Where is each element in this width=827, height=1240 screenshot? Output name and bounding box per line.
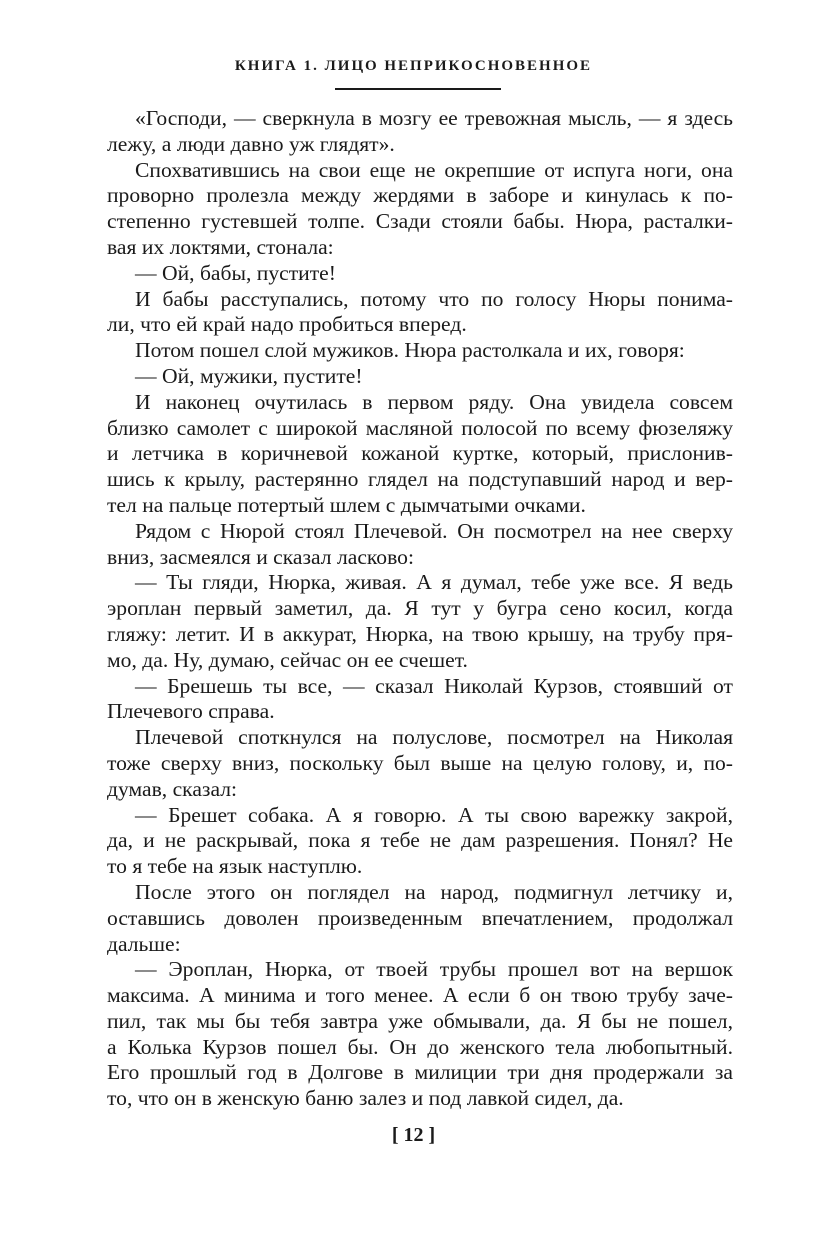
text-line: максима. А минима и того менее. А если б он твою трубу заче- xyxy=(107,983,733,1008)
page-body-text xyxy=(107,106,733,1112)
paragraph xyxy=(107,287,733,339)
paragraph xyxy=(107,106,733,158)
paragraph xyxy=(107,725,733,802)
paragraph xyxy=(107,674,733,726)
text-line: Спохватившись на свои еще не окрепшие от испуга ноги, она xyxy=(135,157,733,182)
text-line: и летчика в коричневой кожаной куртке, который, прислонив- xyxy=(107,441,733,466)
text-line: да, и не раскрывай, пока я тебе не дам разрешения. Понял? Не xyxy=(107,828,733,853)
text-line: вая их локтями, стонала: xyxy=(107,234,334,259)
paragraph xyxy=(107,338,733,364)
text-line: Плечевой споткнулся на полуслове, посмотрел на Николая xyxy=(135,725,733,750)
text-line: «Господи, — сверкнула в мозгу ее тревожная мысль, — я здесь xyxy=(135,106,733,130)
text-line: то, что он в женскую баню залез и под лавкой сидел, да. xyxy=(107,1086,624,1111)
text-line: Рядом с Нюрой стоял Плечевой. Он посмотрел на нее сверху xyxy=(135,518,733,543)
paragraph xyxy=(107,364,733,390)
text-line: лежу, а люди давно уж глядят». xyxy=(107,131,395,156)
text-line: вниз, засмеялся и сказал ласково: xyxy=(107,544,414,569)
paragraph xyxy=(107,880,733,957)
paragraph xyxy=(107,803,733,880)
paragraph xyxy=(107,957,733,1112)
text-line: а Колька Курзов пошел бы. Он до женского тела любопытный. xyxy=(107,1034,733,1059)
text-line: И бабы расступались, потому что по голосу Нюры понима- xyxy=(135,286,733,311)
text-line: — Ты гляди, Нюрка, живая. А я думал, тебе уже все. Я ведь xyxy=(135,570,733,595)
text-line: близко самолет с широкой масляной полосой по всему фюзеляжу xyxy=(107,415,733,440)
text-line: гляжу: летит. И в аккурат, Нюрка, на твою крышу, на трубу пря- xyxy=(107,621,733,646)
paragraph xyxy=(107,390,733,519)
text-line: И наконец очутилась в первом ряду. Она увидела совсем xyxy=(135,389,733,414)
text-line: Плечевого справа. xyxy=(107,699,275,724)
text-line: думав, сказал: xyxy=(107,776,238,801)
text-line: оставшись доволен произведенным впечатлением, продолжал xyxy=(107,905,733,930)
text-line: тоже сверху вниз, поскольку был выше на целую голову, и, по- xyxy=(107,750,733,775)
text-line: дальше: xyxy=(107,931,181,956)
text-line: пил, так мы бы тебя завтра уже обмывали, да. Я бы не пошел, xyxy=(107,1008,733,1033)
page-number: [ 12 ] xyxy=(391,1124,436,1146)
text-line: Потом пошел слой мужиков. Нюра растолкала и их, говоря: xyxy=(135,338,685,363)
text-line: шись к крылу, растерянно глядел на подступавший народ и вер- xyxy=(107,467,733,492)
paragraph xyxy=(107,158,733,261)
text-line: степенно густевшей толпе. Сзади стояли бабы. Нюра, расталки- xyxy=(107,209,733,234)
header-rule xyxy=(335,88,501,90)
paragraph xyxy=(107,570,733,673)
running-title: КНИГА 1. ЛИЦО НЕПРИКОСНОВЕННОЕ xyxy=(234,58,593,74)
paragraph xyxy=(107,519,733,571)
text-line: эроплан первый заметил, да. Я тут у бугра сено косил, когда xyxy=(107,596,733,621)
text-line: то я тебе на язык наступлю. xyxy=(107,854,363,879)
text-line: мо, да. Ну, думаю, сейчас он ее счешет. xyxy=(107,647,468,672)
text-line: — Ой, бабы, пустите! xyxy=(135,260,336,285)
text-line: После этого он поглядел на народ, подмигнул летчику и, xyxy=(135,879,733,904)
text-line: Его прошлый год в Долгове в милиции три дня продержали за xyxy=(107,1060,733,1085)
text-line: ли, что ей край надо пробиться вперед. xyxy=(107,312,467,337)
text-line: — Брешешь ты все, — сказал Николай Курзов, стоявший от xyxy=(135,673,733,698)
paragraph xyxy=(107,261,733,287)
text-line: — Ой, мужики, пустите! xyxy=(135,363,363,388)
text-line: тел на пальце потертый шлем с дымчатыми очками. xyxy=(107,492,586,517)
text-line: проворно пролезла между жердями в заборе и кинулась к по- xyxy=(107,183,733,208)
text-line: — Брешет собака. А я говорю. А ты свою варежку закрой, xyxy=(135,802,733,827)
text-line: — Эроплан, Нюрка, от твоей трубы прошел вот на вершок xyxy=(135,957,733,982)
